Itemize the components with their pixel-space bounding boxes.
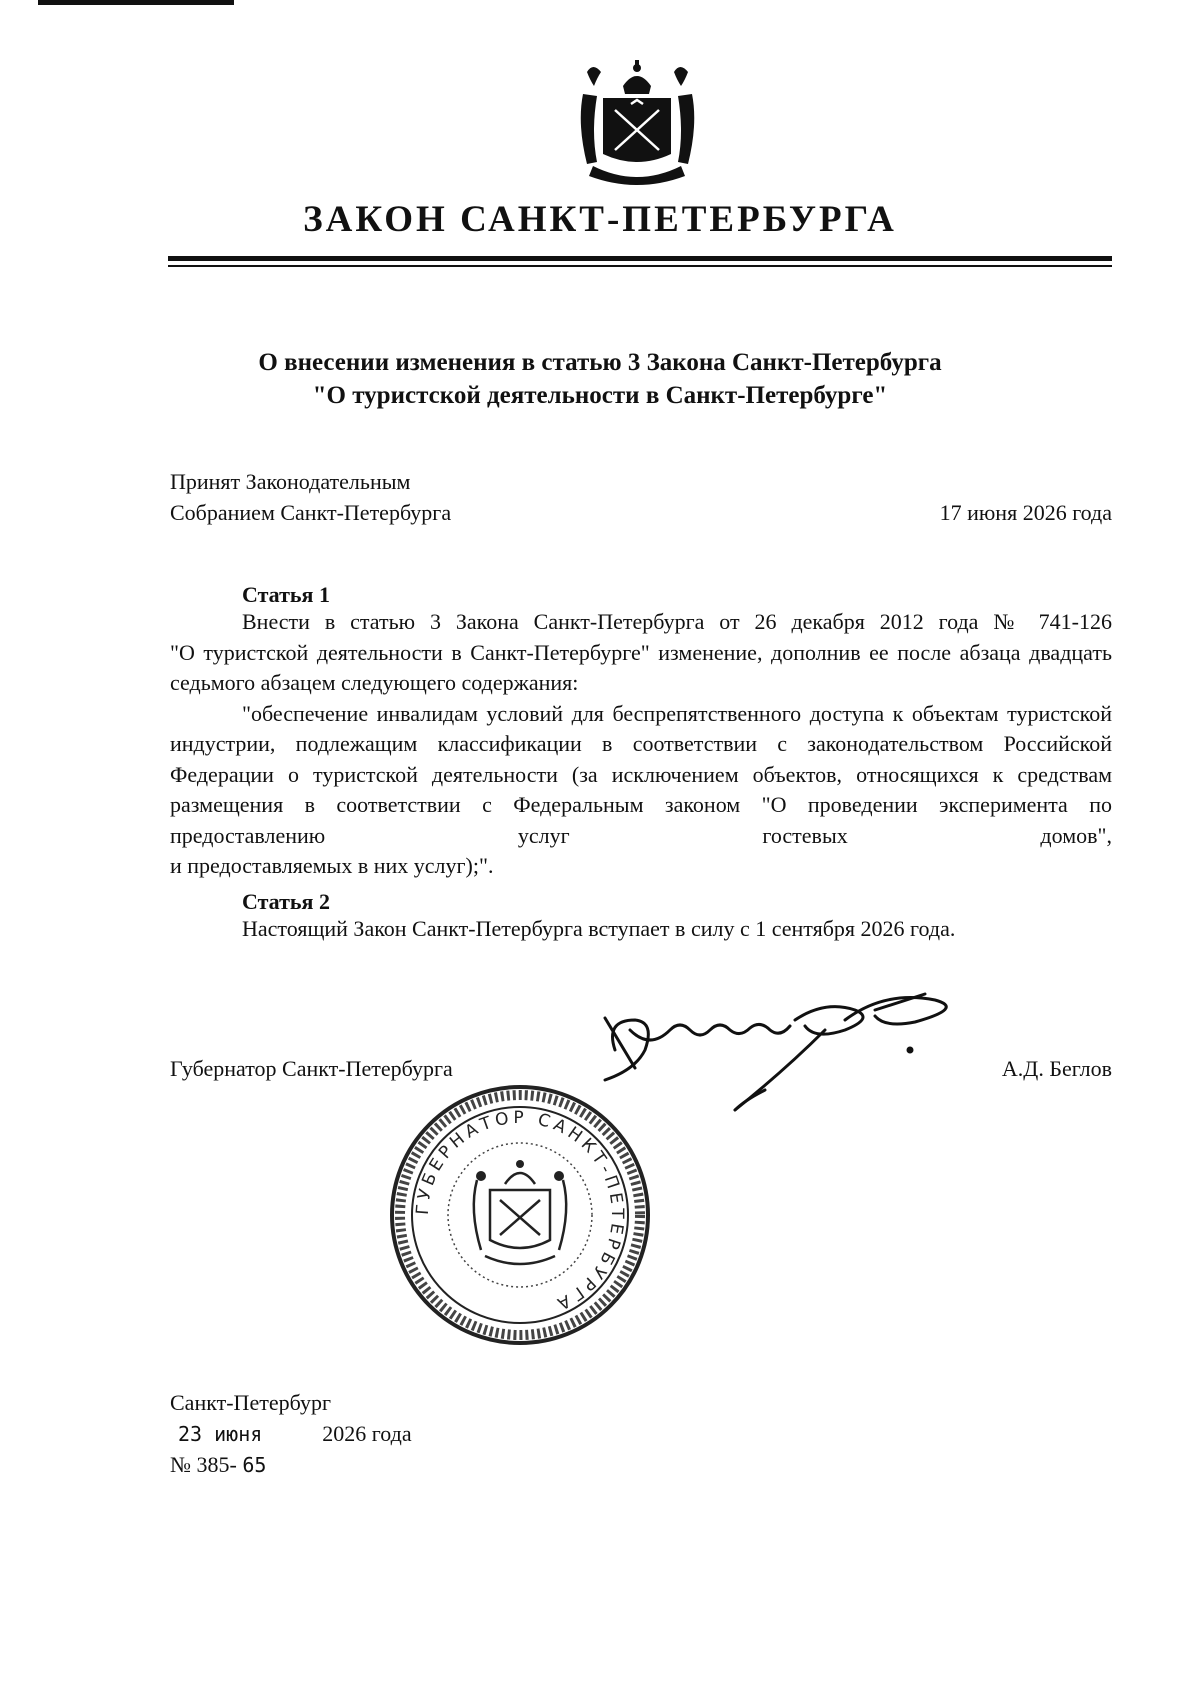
adoption-line-1: Принят Законодательным	[170, 469, 411, 494]
adoption-statement	[170, 466, 451, 528]
law-number-suffix: 65	[242, 1453, 267, 1477]
article-2-text: Настоящий Закон Санкт-Петербурга вступает в силу с 1 сентября 2026 года.	[242, 916, 956, 941]
governor-title: Губернатор Санкт-Петербурга	[170, 1056, 453, 1081]
signing-date	[170, 1421, 412, 1447]
law-number-prefix: № 385-	[170, 1452, 237, 1477]
signing-year: 2026 года	[322, 1421, 412, 1446]
place-of-signing: Санкт-Петербург	[170, 1390, 331, 1415]
article-2-heading: Статья 2	[242, 889, 330, 914]
article-2-body	[242, 914, 1112, 945]
article-1-para-1-line-1: Внести в статью 3 Закона Санкт-Петербурга от 26 декабря 2012 года № 741-126	[242, 609, 1112, 634]
article-1-body	[170, 607, 1112, 882]
governor-name: А.Д. Беглов	[1001, 1056, 1112, 1081]
seal-inscription: ГУБЕРНАТОР САНКТ-ПЕТЕРБУРГА	[412, 1107, 628, 1315]
adoption-line-2: Собранием Санкт-Петербурга	[170, 500, 452, 525]
article-1-para-2-end: и предоставляемых в них услуг);".	[170, 853, 494, 878]
signing-day: 23 июня	[178, 1422, 263, 1446]
document-subject	[0, 346, 1200, 412]
article-1-para-1-rest: "О туристской деятельности в Санкт-Петербурге" изменение, дополнив ее после абзаца двадцать седьмого абзацем следующего содержания:	[170, 639, 1112, 695]
subject-line-1: О внесении изменения в статью 3 Закона Санкт-Петербурга	[258, 349, 942, 376]
adoption-date: 17 июня 2026 года	[939, 500, 1112, 525]
official-seal	[385, 1080, 655, 1350]
law-title: ЗАКОН САНКТ-ПЕТЕРБУРГА	[303, 199, 897, 240]
law-number	[170, 1452, 266, 1478]
article-1-para-2: "обеспечение инвалидам условий для беспрепятственного доступа к объектам туристской индустрии, подлежащим классификации в соответствии с законодательством Российской Федерации о туристской деятельности (за исключением объектов, относящихся к средствам размещения в соответствии с Федеральным законом "О проведении эксперимента по предоставлению услуг гостевых домов",	[170, 700, 1112, 848]
article-1-heading: Статья 1	[242, 582, 330, 607]
title-rule-thin	[168, 265, 1112, 267]
coat-of-arms-emblem	[565, 58, 710, 186]
subject-line-2: "О туристской деятельности в Санкт-Петербурге"	[312, 382, 888, 409]
scan-edge-bar	[38, 0, 234, 5]
title-rule-thick	[168, 256, 1112, 261]
